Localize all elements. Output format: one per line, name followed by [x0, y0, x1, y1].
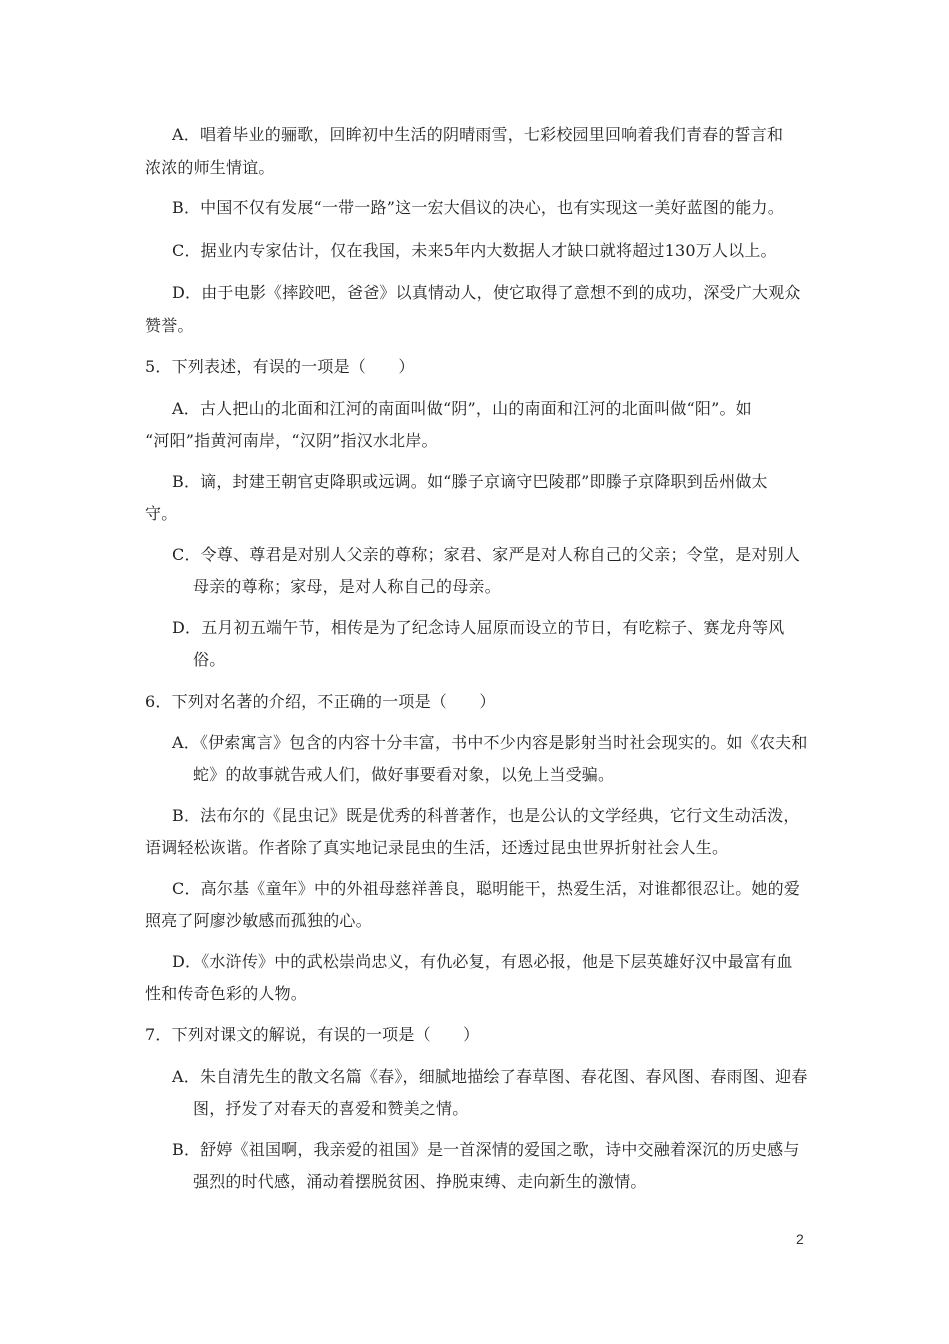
q6-option-a-line1: A．《伊索寓言》包含的内容十分丰富，书中不少内容是影射当时社会现实的。如《农夫和 — [172, 733, 808, 752]
q5-option-c-line1: C．令尊、尊君是对别人父亲的尊称；家君、家严是对人称自己的父亲；令堂，是对别人 — [172, 545, 801, 564]
q5-option-a-line1: A．古人把山的北面和江河的南面叫做“阴”，山的南面和江河的北面叫做“阳”。如 — [172, 399, 752, 418]
q6-option-a-line2: 蛇》的故事就告戒人们，做好事要看对象，以免上当受骗。 — [193, 765, 615, 784]
q7-option-b-line2: 强烈的时代感，涌动着摆脱贫困、挣脱束缚、走向新生的激情。 — [193, 1172, 647, 1191]
q6-option-d-line1: D．《水浒传》中的武松崇尚忠义，有仇必复，有恩必报，他是下层英雄好汉中最富有血 — [172, 952, 793, 971]
q5-option-d-line1: D．五月初五端午节，相传是为了纪念诗人屈原而设立的节日，有吃粽子、赛龙舟等风 — [172, 618, 785, 637]
q6-option-c-line2: 照亮了阿廖沙敏感而孤独的心。 — [145, 911, 372, 930]
page-number: 2 — [796, 1231, 804, 1247]
q6-option-d-line2: 性和传奇色彩的人物。 — [145, 984, 308, 1003]
q7-option-a-line1: A．朱自清先生的散文名篇《春》，细腻地描绘了春草图、春花图、春风图、春雨图、迎春 — [172, 1067, 808, 1086]
q6-option-b-line2: 语调轻松诙谐。作者除了真实地记录昆虫的生活，还透过昆虫世界折射社会人生。 — [145, 838, 729, 857]
q5-option-d-line2: 俗。 — [193, 650, 226, 669]
q5-option-b-line1: B．谪，封建王朝官吏降职或远调。如“滕子京谪守巴陵郡”即滕子京降职到岳州做太 — [172, 472, 768, 491]
q7-option-b-line1: B．舒婷《祖国啊，我亲爱的祖国》是一首深情的爱国之歌，诗中交融着深沉的历史感与 — [172, 1140, 800, 1159]
question-7: 7．下列对课文的解说，有误的一项是（ ） — [145, 1025, 480, 1044]
q5-option-b-line2: 守。 — [145, 504, 178, 523]
q4-option-a-line1: A．唱着毕业的骊歌，回眸初中生活的阴晴雨雪，七彩校园里回响着我们青春的誓言和 — [172, 125, 784, 144]
q4-option-b: B．中国不仅有发展“一带一路”这一宏大倡议的决心，也有实现这一美好蓝图的能力。 — [172, 198, 784, 217]
question-6: 6．下列对名著的介绍，不正确的一项是（ ） — [145, 692, 496, 711]
q6-option-c-line1: C．高尔基《童年》中的外祖母慈祥善良，聪明能干，热爱生活，对谁都很忍让。她的爱 — [172, 879, 801, 898]
q5-option-a-line2: “河阳”指黄河南岸，“汉阴”指汉水北岸。 — [145, 431, 438, 450]
q4-option-a-line2: 浓浓的师生情谊。 — [145, 158, 275, 177]
q5-option-c-line2: 母亲的尊称；家母，是对人称自己的母亲。 — [193, 577, 501, 596]
q7-option-a-line2: 图，抒发了对春天的喜爱和赞美之情。 — [193, 1099, 469, 1118]
q4-option-d-line2: 赞誉。 — [145, 316, 194, 335]
q4-option-d-line1: D．由于电影《摔跤吧，爸爸》以真情动人，使它取得了意想不到的成功，深受广大观众 — [172, 283, 801, 302]
q6-option-b-line1: B．法布尔的《昆虫记》既是优秀的科普著作，也是公认的文学经典，它行文生动活泼， — [172, 806, 800, 825]
q4-option-c: C．据业内专家估计，仅在我国，未来5年内大数据人才缺口就将超过130万人以上。 — [172, 241, 777, 260]
question-5: 5．下列表述，有误的一项是（ ） — [145, 357, 415, 376]
